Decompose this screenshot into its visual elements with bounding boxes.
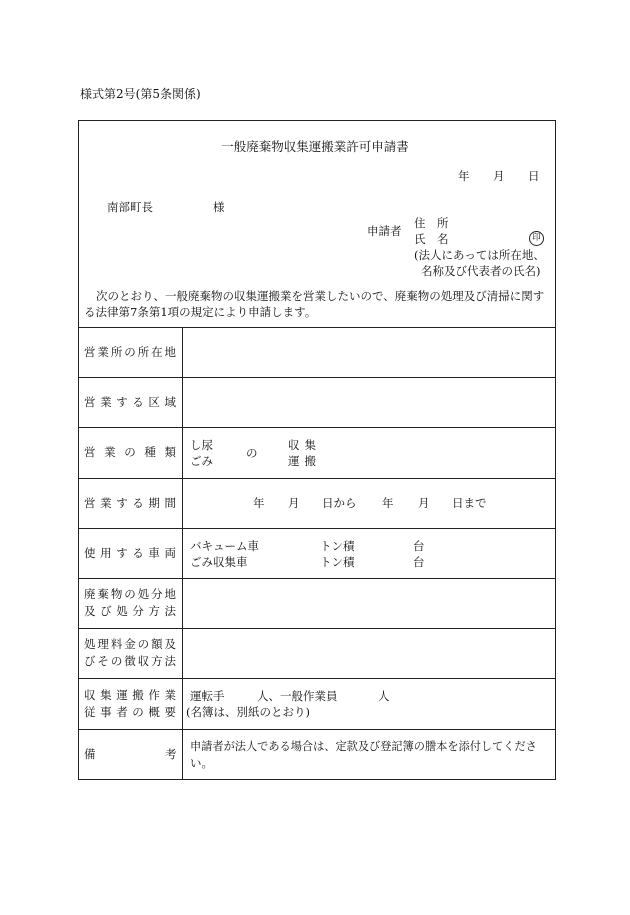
date-year-label: 年	[458, 169, 470, 183]
period-end-month: 月	[418, 496, 430, 510]
vehicle-capacity-unit: トン積	[320, 555, 355, 569]
disposal-label-line2: 及び処分方法	[84, 604, 176, 618]
period-start-month: 月	[288, 496, 300, 510]
business-period-label: 営業する期間	[84, 496, 176, 510]
addressee-name: 南部町長	[107, 200, 153, 214]
applicant-name-label: 氏 名	[414, 232, 449, 246]
addressee-honorific: 様	[213, 200, 225, 214]
vehicle-type-garbage: ごみ収集車	[190, 555, 248, 569]
applicant-note-line2: 名称及び代表者の氏名)	[421, 264, 541, 278]
period-start-year: 年	[253, 496, 265, 510]
applicant-label: 申請者	[367, 224, 402, 238]
applicant-address-label: 住 所	[414, 216, 449, 230]
remarks-label-b: 考	[165, 747, 177, 761]
form-number-label: 様式第2号(第5条関係)	[80, 87, 201, 101]
disposal-label-line1: 廃棄物の処分地	[84, 587, 176, 601]
business-type-item: ごみ	[190, 454, 213, 468]
business-type-item: し尿	[190, 438, 213, 452]
vehicle-type-vacuum: バキューム車	[190, 539, 259, 553]
vehicle-capacity-unit: トン積	[320, 539, 355, 553]
vehicle-count-unit: 台	[413, 555, 425, 569]
divider	[78, 578, 556, 579]
workers-label-line2: 従事者の概要	[84, 705, 176, 719]
divider	[78, 729, 556, 730]
remarks-label-a: 備	[84, 747, 96, 761]
column-divider	[182, 327, 183, 780]
office-location-label: 営業所の所在地	[84, 345, 176, 359]
divider	[78, 327, 556, 328]
seal-mark-icon: 印	[529, 231, 544, 246]
divider	[78, 427, 556, 428]
date-month-label: 月	[493, 169, 505, 183]
intro-text-line2: る法律第7条第1項の規定により申請します。	[84, 305, 317, 319]
divider	[78, 478, 556, 479]
date-day-label: 日	[528, 169, 540, 183]
business-area-label: 営業する区域	[84, 395, 176, 409]
business-type-act: 運搬	[288, 454, 321, 468]
form-title: 一般廃棄物収集運搬業許可申請書	[221, 139, 409, 154]
business-type-label: 営業の種類	[84, 445, 176, 459]
business-type-connector: の	[246, 446, 258, 460]
period-end-year: 年	[382, 496, 394, 510]
fee-label-line2: びその徴収方法	[84, 654, 176, 668]
fee-label-line1: 処理料金の額及	[84, 637, 176, 651]
period-start-day: 日から	[322, 496, 357, 510]
divider	[78, 628, 556, 629]
drivers-label: 運転手	[190, 689, 225, 703]
vehicle-count-unit: 台	[413, 539, 425, 553]
intro-text-line1: 次のとおり、一般廃棄物の収集運搬業を営業したいので、廃棄物の処理及び清掃に関す	[96, 289, 545, 303]
applicant-note-line1: (法人にあっては所在地、	[414, 248, 545, 262]
workers-label-line1: 収集運搬作業	[84, 688, 176, 702]
divider	[78, 528, 556, 529]
vehicles-label: 使用する車両	[84, 546, 176, 560]
roster-note: (名簿は、別紙のとおり)	[186, 705, 310, 719]
divider	[78, 678, 556, 679]
drivers-unit: 人、一般作業員	[257, 689, 338, 703]
period-end-day: 日まで	[452, 496, 487, 510]
remarks-text-line1: 申請者が法人である場合は、定款及び登記簿の謄本を添付してくださ	[190, 740, 537, 753]
divider	[78, 377, 556, 378]
remarks-text-line2: い。	[190, 756, 213, 770]
business-type-act: 収集	[288, 438, 321, 452]
workers-unit: 人	[378, 689, 390, 703]
